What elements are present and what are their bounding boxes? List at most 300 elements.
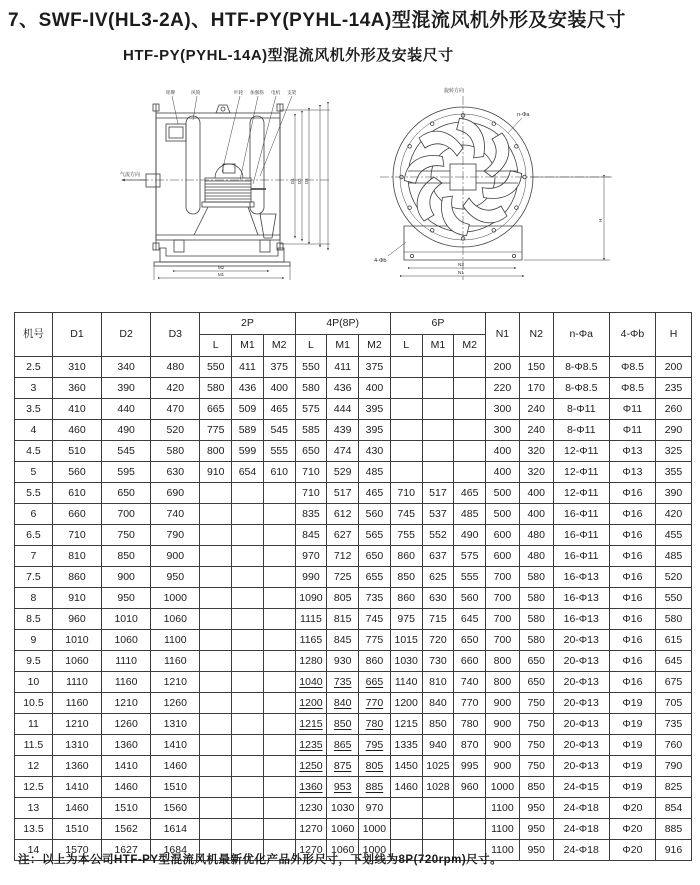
dim-label-m1: M1: [218, 272, 225, 277]
table-cell: 24-Φ15: [553, 777, 609, 798]
table-cell: 465: [359, 483, 391, 504]
table-cell: 750: [519, 714, 553, 735]
motor-bell: [215, 164, 243, 178]
table-cell: 240: [519, 399, 553, 420]
table-cell: 260: [655, 399, 691, 420]
table-cell: 300: [486, 399, 520, 420]
table-cell: 2.5: [15, 357, 53, 378]
table-cell: 395: [359, 399, 391, 420]
table-cell: 552: [422, 525, 454, 546]
table-cell: 1215: [390, 714, 422, 735]
foot-right: [260, 240, 270, 252]
table-cell: Φ13: [609, 462, 655, 483]
table-cell: 560: [359, 504, 391, 525]
table-cell: Φ19: [609, 756, 655, 777]
table-cell: 500: [486, 504, 520, 525]
table-cell: 710: [295, 483, 327, 504]
table-cell: 900: [102, 567, 151, 588]
header-4p-l: L: [295, 335, 327, 357]
table-cell: 589: [232, 420, 264, 441]
table-cell: 1460: [52, 798, 101, 819]
table-cell: [390, 399, 422, 420]
table-cell: 805: [327, 588, 359, 609]
header-d3: D3: [151, 313, 200, 357]
table-cell: 20-Φ13: [553, 630, 609, 651]
table-cell: 700: [102, 504, 151, 525]
table-cell: 790: [151, 525, 200, 546]
table-cell: 650: [102, 483, 151, 504]
table-cell: Φ16: [609, 546, 655, 567]
table-cell: 460: [52, 420, 101, 441]
table-cell: 1000: [151, 588, 200, 609]
table-cell: 520: [655, 567, 691, 588]
table-cell: 400: [359, 378, 391, 399]
table-cell: 1110: [102, 651, 151, 672]
table-cell: 390: [102, 378, 151, 399]
table-cell: 439: [327, 420, 359, 441]
table-cell: 12-Φ11: [553, 441, 609, 462]
table-cell: 755: [390, 525, 422, 546]
table-cell: 8.5: [15, 609, 53, 630]
table-cell: 930: [327, 651, 359, 672]
table-cell: 645: [655, 651, 691, 672]
table-cell: [232, 819, 264, 840]
table-cell: [200, 567, 232, 588]
table-cell: 750: [519, 756, 553, 777]
table-cell: 600: [486, 525, 520, 546]
table-cell: 20-Φ13: [553, 651, 609, 672]
table-cell: 16-Φ13: [553, 609, 609, 630]
table-cell: [390, 462, 422, 483]
table-cell: 13.5: [15, 819, 53, 840]
table-cell: [454, 462, 486, 483]
motor-base: [202, 202, 254, 207]
dimension-table: [14, 312, 692, 861]
table-cell: 1100: [486, 798, 520, 819]
table-cell: 1025: [422, 756, 454, 777]
table-row: [15, 693, 692, 714]
header-2p-m1: M1: [232, 335, 264, 357]
table-cell: 1360: [52, 756, 101, 777]
table-cell: 9.5: [15, 651, 53, 672]
table-cell: 5: [15, 462, 53, 483]
table-cell: 355: [655, 462, 691, 483]
table-cell: [454, 399, 486, 420]
table-cell: Φ8.5: [609, 357, 655, 378]
table-cell: [200, 735, 232, 756]
header-n2: N2: [519, 313, 553, 357]
table-cell: 610: [52, 483, 101, 504]
table-cell: 20-Φ13: [553, 756, 609, 777]
table-cell: [422, 462, 454, 483]
table-cell: 575: [454, 546, 486, 567]
table-cell: 1410: [102, 756, 151, 777]
table-cell: 1210: [52, 714, 101, 735]
table-cell: [200, 777, 232, 798]
table-cell: 840: [422, 693, 454, 714]
table-cell: 480: [519, 546, 553, 567]
callout-nameplate: 铭牌: [166, 90, 176, 95]
table-cell: [454, 420, 486, 441]
table-cell: 730: [422, 651, 454, 672]
table-cell: 720: [422, 630, 454, 651]
table-cell: 13: [15, 798, 53, 819]
table-cell: [200, 819, 232, 840]
table-cell: 24-Φ18: [553, 840, 609, 861]
table-cell: 16-Φ13: [553, 567, 609, 588]
table-cell: 400: [519, 483, 553, 504]
table-cell: 400: [486, 462, 520, 483]
table-cell: 480: [151, 357, 200, 378]
table-cell: [200, 651, 232, 672]
table-row: [15, 609, 692, 630]
table-cell: Φ11: [609, 420, 655, 441]
table-cell: 710: [52, 525, 101, 546]
table-cell: [390, 441, 422, 462]
bolt-holes-callout: n-Φa: [517, 112, 530, 118]
table-cell: 560: [454, 588, 486, 609]
table-cell: 800: [200, 441, 232, 462]
table-cell: 16-Φ13: [553, 588, 609, 609]
table-cell: [422, 420, 454, 441]
table-cell: Φ16: [609, 567, 655, 588]
table-cell: 850: [102, 546, 151, 567]
table-cell: 20-Φ13: [553, 714, 609, 735]
table-cell: 1510: [52, 819, 101, 840]
table-cell: 627: [327, 525, 359, 546]
table-cell: 485: [359, 462, 391, 483]
header-n1: N1: [486, 313, 520, 357]
table-cell: 1684: [151, 840, 200, 861]
header-6p-m2: M2: [454, 335, 486, 357]
table-cell: 3: [15, 378, 53, 399]
table-cell: 650: [519, 672, 553, 693]
table-cell: 1310: [151, 714, 200, 735]
table-cell: 9: [15, 630, 53, 651]
table-cell: 4: [15, 420, 53, 441]
table-cell: 1100: [486, 819, 520, 840]
table-cell: 885: [655, 819, 691, 840]
table-cell: 8: [15, 588, 53, 609]
table-cell: 700: [486, 588, 520, 609]
table-cell: [390, 798, 422, 819]
table-cell: [232, 630, 264, 651]
table-cell: 490: [102, 420, 151, 441]
table-cell: 916: [655, 840, 691, 861]
table-cell: Φ16: [609, 630, 655, 651]
table-cell: [263, 756, 295, 777]
footnote: 注：以上为本公司HTF-PY型混流风机最新优化产品外形尺寸，下划线为8P(720rpm)尺寸。: [18, 854, 503, 866]
table-cell: [200, 504, 232, 525]
table-cell: 1280: [295, 651, 327, 672]
callout-labels: [166, 89, 297, 96]
diffuser: [260, 214, 276, 238]
callout-bracket: 支架: [287, 90, 297, 95]
table-cell: [422, 357, 454, 378]
table-cell: 400: [519, 504, 553, 525]
table-cell: 520: [151, 420, 200, 441]
table-cell: 1060: [327, 819, 359, 840]
table-cell: [200, 798, 232, 819]
table-cell: [422, 378, 454, 399]
table-cell: Φ16: [609, 588, 655, 609]
table-cell: 615: [655, 630, 691, 651]
table-cell: 436: [232, 378, 264, 399]
table-cell: 595: [102, 462, 151, 483]
table-cell: 411: [232, 357, 264, 378]
table-cell: 529: [327, 462, 359, 483]
table-cell: 170: [519, 378, 553, 399]
table-cell: 630: [422, 588, 454, 609]
table-cell: 1560: [151, 798, 200, 819]
table-cell: 1510: [102, 798, 151, 819]
table-cell: 500: [486, 483, 520, 504]
table-cell: 580: [519, 588, 553, 609]
table-cell: 1410: [52, 777, 101, 798]
table-cell: 537: [422, 504, 454, 525]
table-cell: 24-Φ18: [553, 819, 609, 840]
table-cell: [232, 546, 264, 567]
table-cell: 712: [327, 546, 359, 567]
table-cell: 810: [422, 672, 454, 693]
table-cell: [263, 546, 295, 567]
table-row: [15, 525, 692, 546]
table-cell: 900: [486, 756, 520, 777]
table-cell: 1200: [390, 693, 422, 714]
table-cell: 390: [655, 483, 691, 504]
table-cell: Φ16: [609, 525, 655, 546]
table-cell: [200, 714, 232, 735]
table-row: [15, 357, 692, 378]
table-cell: 1360: [102, 735, 151, 756]
table-cell: 235: [655, 378, 691, 399]
table-cell: 12-Φ11: [553, 462, 609, 483]
table-cell: [454, 378, 486, 399]
table-cell: 375: [263, 357, 295, 378]
table-cell: 700: [486, 609, 520, 630]
table-cell: 1235: [295, 735, 327, 756]
table-cell: 1060: [151, 609, 200, 630]
table-cell: 580: [519, 567, 553, 588]
table-cell: 1200: [295, 693, 327, 714]
table-cell: 580: [151, 441, 200, 462]
table-cell: 1627: [102, 840, 151, 861]
table-cell: 750: [519, 735, 553, 756]
table-cell: 1060: [52, 651, 101, 672]
table-cell: 865: [327, 735, 359, 756]
table-cell: [232, 714, 264, 735]
table-cell: [232, 798, 264, 819]
table-cell: 5.5: [15, 483, 53, 504]
table-cell: 580: [295, 378, 327, 399]
table-cell: [263, 567, 295, 588]
table-cell: 870: [454, 735, 486, 756]
table-cell: 740: [151, 504, 200, 525]
table-cell: 555: [263, 441, 295, 462]
table-cell: 1030: [327, 798, 359, 819]
table-cell: 599: [232, 441, 264, 462]
table-cell: 485: [655, 546, 691, 567]
table-row: [15, 462, 692, 483]
inlet-collar: [146, 174, 160, 187]
dim-label-n1: N1: [458, 270, 464, 275]
table-cell: [232, 504, 264, 525]
table-cell: [263, 630, 295, 651]
table-cell: Φ11: [609, 399, 655, 420]
table-cell: 1230: [295, 798, 327, 819]
table-cell: Φ16: [609, 672, 655, 693]
table-cell: 320: [519, 441, 553, 462]
table-cell: Φ8.5: [609, 378, 655, 399]
table-cell: 1360: [295, 777, 327, 798]
table-cell: [390, 357, 422, 378]
table-cell: [422, 819, 454, 840]
table-cell: 665: [359, 672, 391, 693]
header-4p-m2: M2: [359, 335, 391, 357]
table-row: [15, 378, 692, 399]
table-cell: 20-Φ13: [553, 693, 609, 714]
table-cell: 650: [519, 651, 553, 672]
dim-label-d2: D2: [297, 178, 302, 184]
table-cell: 725: [327, 567, 359, 588]
table-row: [15, 420, 692, 441]
table-cell: 1040: [295, 672, 327, 693]
table-cell: 1100: [486, 840, 520, 861]
fan-front-view-drawing: [372, 80, 622, 285]
table-cell: 1210: [151, 672, 200, 693]
table-cell: 875: [327, 756, 359, 777]
table-cell: 1510: [151, 777, 200, 798]
callout-rib: 加强筋: [250, 90, 264, 95]
table-cell: 7.5: [15, 567, 53, 588]
table-cell: 1562: [102, 819, 151, 840]
header-jihao: 机号: [15, 313, 53, 357]
table-cell: 845: [295, 525, 327, 546]
table-cell: 325: [655, 441, 691, 462]
table-cell: 6.5: [15, 525, 53, 546]
table-cell: 565: [359, 525, 391, 546]
table-row: [15, 483, 692, 504]
table-cell: [422, 798, 454, 819]
table-cell: 950: [519, 840, 553, 861]
table-cell: 800: [486, 672, 520, 693]
table-cell: 10.5: [15, 693, 53, 714]
table-cell: 580: [519, 630, 553, 651]
table-cell: 835: [295, 504, 327, 525]
table-cell: 840: [327, 693, 359, 714]
table-cell: 1310: [52, 735, 101, 756]
table-cell: 950: [102, 588, 151, 609]
table-cell: 1160: [102, 672, 151, 693]
table-cell: 665: [200, 399, 232, 420]
dim-label-n2: N2: [458, 262, 464, 267]
header-4-phi-b: 4-Φb: [609, 313, 655, 357]
table-cell: 200: [486, 357, 520, 378]
header-d2: D2: [102, 313, 151, 357]
table-cell: 612: [327, 504, 359, 525]
table-cell: [200, 609, 232, 630]
table-cell: 885: [359, 777, 391, 798]
table-cell: Φ16: [609, 651, 655, 672]
dim-label-d1: D1: [290, 178, 295, 184]
table-cell: 860: [390, 588, 422, 609]
table-cell: 1210: [102, 693, 151, 714]
table-cell: 800: [486, 651, 520, 672]
table-cell: 900: [486, 735, 520, 756]
table-cell: 775: [200, 420, 232, 441]
table-cell: 900: [486, 714, 520, 735]
rotation-direction-label: 旋转方向: [444, 88, 465, 94]
table-cell: 780: [454, 714, 486, 735]
table-cell: [263, 819, 295, 840]
table-cell: 910: [52, 588, 101, 609]
table-cell: 444: [327, 399, 359, 420]
table-cell: 660: [52, 504, 101, 525]
table-cell: 1260: [102, 714, 151, 735]
table-cell: 517: [422, 483, 454, 504]
table-cell: 200: [655, 357, 691, 378]
table-cell: 4.5: [15, 441, 53, 462]
table-cell: 775: [359, 630, 391, 651]
table-cell: 411: [327, 357, 359, 378]
table-cell: 1270: [295, 819, 327, 840]
table-cell: 1000: [359, 819, 391, 840]
table-cell: 770: [454, 693, 486, 714]
table-cell: 637: [422, 546, 454, 567]
table-cell: 14: [15, 840, 53, 861]
table-cell: 1030: [390, 651, 422, 672]
table-cell: 1160: [151, 651, 200, 672]
table-row: [15, 735, 692, 756]
table-cell: 715: [422, 609, 454, 630]
table-cell: 790: [655, 756, 691, 777]
table-cell: 845: [327, 630, 359, 651]
dim-label-m2: M2: [218, 265, 225, 270]
table-cell: 395: [359, 420, 391, 441]
table-cell: [263, 483, 295, 504]
table-cell: [232, 609, 264, 630]
table-cell: 410: [52, 399, 101, 420]
table-cell: [232, 567, 264, 588]
table-cell: Φ19: [609, 777, 655, 798]
table-cell: 436: [327, 378, 359, 399]
table-cell: [200, 693, 232, 714]
header-h: H: [655, 313, 691, 357]
table-cell: 420: [655, 504, 691, 525]
table-cell: 12.5: [15, 777, 53, 798]
table-cell: 810: [52, 546, 101, 567]
table-cell: 815: [327, 609, 359, 630]
table-cell: [200, 525, 232, 546]
table-cell: 1270: [295, 840, 327, 861]
table-cell: 8-Φ8.5: [553, 357, 609, 378]
table-cell: 990: [295, 567, 327, 588]
table-cell: 580: [200, 378, 232, 399]
fan-side-view-drawing: [90, 80, 355, 292]
table-cell: 770: [359, 693, 391, 714]
table-cell: 360: [52, 378, 101, 399]
table-cell: 1100: [151, 630, 200, 651]
table-row: [15, 714, 692, 735]
table-cell: 1090: [295, 588, 327, 609]
table-cell: 585: [295, 420, 327, 441]
table-cell: 900: [486, 693, 520, 714]
table-cell: 517: [327, 483, 359, 504]
table-cell: 474: [327, 441, 359, 462]
section-subtitle: HTF-PY(PYHL-14A)型混流风机外形及安装尺寸: [123, 47, 454, 64]
table-cell: 970: [295, 546, 327, 567]
table-cell: Φ20: [609, 798, 655, 819]
